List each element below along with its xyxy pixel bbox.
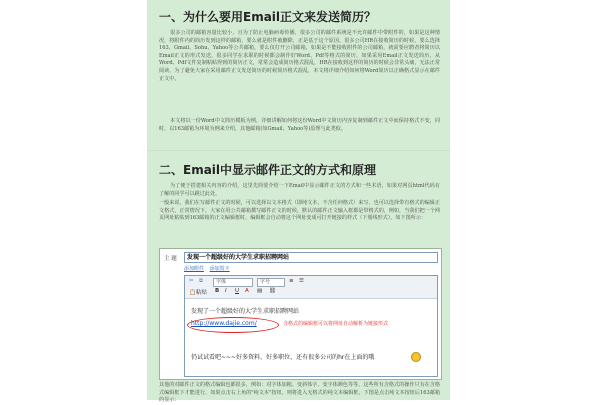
align-icon[interactable]: ≡: [289, 278, 294, 284]
highlight-icon[interactable]: ▤: [257, 288, 263, 294]
body-text-line: 发现了一个超级好的大学生求职招聘网站: [191, 308, 300, 315]
attachment-links: [184, 265, 234, 272]
paragraph: 本文将以一份Word中文简历模板为例，详细讲解如何将这份Word中文简历内容复制到邮件正文中而保持格式不变，同时，以163邮箱为环境为例来介绍，其他邮箱(如Gmail、Yahoo等)原理与此类似。: [159, 118, 440, 132]
add-attachment-link[interactable]: 添加附件: [184, 266, 205, 272]
highlight-circle: [187, 317, 279, 333]
link-icon[interactable]: ⛓: [269, 288, 276, 294]
underline-button[interactable]: U: [235, 288, 240, 294]
rich-text-editor[interactable]: [184, 275, 438, 377]
section-heading-1: 一、为什么要用Email正文来发送简历？: [159, 10, 377, 24]
paragraph: 其他的对邮件正文的格式编辑也都很多，例如：对字体加粗、变斜体字、变字体颜色等等，这些所有含格式的操作只有在含格式编辑框下才能进行，如果点击右上角的"纯文本"按钮，则将进入无格式的纯文本编辑框，下图是点击纯文本按钮后163邮箱的显示：: [159, 382, 440, 404]
smiley-emoticon-icon: [411, 352, 421, 362]
document-page: [147, 0, 450, 404]
subject-label: 主 题: [164, 256, 177, 262]
cut-icon[interactable]: ✂: [189, 278, 194, 284]
body-hyperlink[interactable]: http://www.dajie.com/: [191, 320, 257, 327]
annotation-note: 含格式的编辑框可以将网址自动解析为链接形式: [283, 321, 389, 327]
font-size-select[interactable]: 字号: [257, 278, 285, 287]
divider: [147, 150, 450, 151]
section-heading-2: 二、Email中显示邮件正文的方式和原理: [159, 163, 377, 177]
paste-label: 粘贴: [195, 290, 207, 296]
subject-field[interactable]: 发现一个超级好的大学生求职招聘网站: [184, 252, 438, 263]
paragraph: 为了便于搭建相关内容的介绍，这里先简要介绍一下Email中显示邮件正文的方式和一些术语，如果对网页html代码有了解的同学可以跳过此处。: [159, 183, 440, 197]
italic-button[interactable]: I: [225, 288, 227, 294]
font-family-select[interactable]: 字体: [213, 278, 253, 287]
copy-icon[interactable]: ⧉: [199, 278, 203, 284]
bold-button[interactable]: B: [215, 288, 220, 294]
paragraph: 一般来说，我们在写邮件正文的时候，可以选择以文本格式（即纯文本，不含任何格式）来写，也可以选择带有格式的编辑正文格式，正常情况下，大家在用公共邮箱撰写邮件正文的时候，默认的邮件正文输入框都是带格式的，例如，当我们把一个网页网址粘贴到163邮箱的正文编辑框时，编辑框会自动将这个网址变成可打开链接的样式（下划线形式），如下图所示：: [159, 200, 440, 222]
email-compose-screenshot: [159, 248, 442, 380]
body-text-line: 仍试试看吧~~~好多资料，好多职位，还有很多公司的hr在上面的哦: [191, 354, 375, 361]
list-icon[interactable]: ☰: [299, 278, 304, 284]
editor-toolbar: [185, 276, 437, 299]
add-card-link[interactable]: 添加贺卡: [209, 266, 230, 272]
paragraph: 很多公司的邮箱容量比较小，且为了防止电脑病毒传播，很多公司的邮件系统是不允许邮件中带附件的，如果是这种情况，将附件内的简历发到这样的邮箱，要么就是附件被删除，正是基于这个原因，很多公司HR在接收简历的时候，要么选择163、Gmail、Sohu、Yahoo等公共邮箱，要么仅打开公司邮箱，如果是不能接收附件的公司邮箱，就需要应聘者将简历以Email正文的形式发送，很多同学在求职的时候都会制作好Word、Pdf等格式的简历，如果采用Email正文发送简历，从Word、Pdf文件复制粘贴得到的简历正文，常常会造成简历格式混乱，HR在接收到这样的简历的时候会非常头痛，无法正常阅读，为了避免大家在采用邮件正文发送简历的时候简历格式混乱，本文将详细介绍如何将Word简历以正确格式显示在邮件正文中。: [159, 30, 440, 82]
paste-button[interactable]: 📋粘贴: [189, 290, 207, 296]
font-color-button[interactable]: A: [245, 288, 249, 294]
